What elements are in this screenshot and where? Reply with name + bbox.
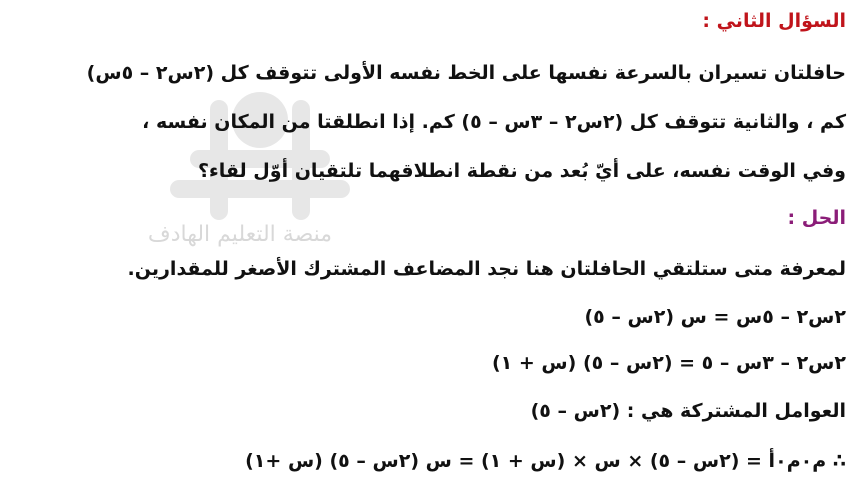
solution-line-3: ٢س٢ – ٣س – ٥ = (٢س – ٥) (س + ١) (491, 352, 846, 374)
question-heading: السؤال الثاني : (702, 10, 846, 32)
solution-line-4: العوامل المشتركة هي : (٢س – ٥) (530, 400, 846, 422)
watermark-text: منصة التعليم الهادف (147, 222, 333, 247)
solution-line-1: لمعرفة متى ستلتقي الحافلتان هنا نجد المضاعف المشترك الأصغر للمقدارين. (127, 258, 846, 280)
watermark-logo-icon (110, 40, 410, 340)
question-line-3: وفي الوقت نفسه، على أيّ بُعد من نقطة انطلاقهما تلتقيان أوّل لقاء؟ (197, 160, 846, 182)
solution-heading: الحل : (787, 207, 846, 229)
solution-line-2: ٢س٢ – ٥س = س (٢س – ٥) (584, 306, 846, 328)
question-line-1: حافلتان تسيران بالسرعة نفسها على الخط نفسه الأولى تتوقف كل (٢س٢ – ٥س) (86, 62, 846, 84)
solution-line-5: ∴ م٠م٠أ = (٢س – ٥) × س × (س + ١) = س (٢س – ٥) (س +١) (245, 450, 846, 472)
question-line-2: كم ، والثانية تتوقف كل (٢س٢ – ٣س – ٥) كم. إذا انطلقتا من المكان نفسه ، (142, 111, 846, 133)
